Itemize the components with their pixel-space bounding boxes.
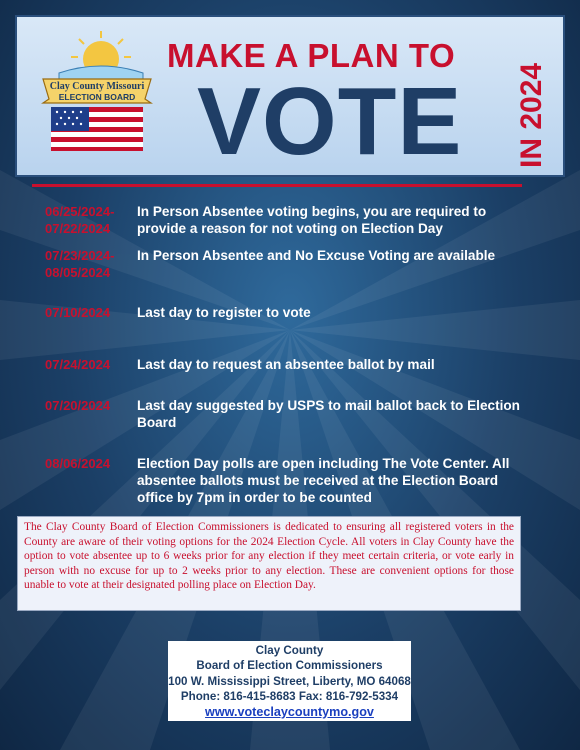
schedule-date: 06/25/2024- 07/22/2024 bbox=[45, 204, 115, 236]
side-year-text: IN 2024 bbox=[515, 62, 548, 168]
schedule-date: 07/20/2024 bbox=[45, 398, 111, 413]
info-paragraph: The Clay County Board of Election Commissioners is dedicated to ensuring all registered voters in the County are aware of their voting options for the 2024 Election Cycle. All voters in Clay County have the option to vote absentee up to 6 weeks prior for any election if they meet certain criteria, or vote early in person with no excuse for up to 2 weeks prior to any election. These are convenient options for those unable to vote at their designated polling place on Election Day. bbox=[17, 516, 521, 611]
schedule-text: Last day to request an absentee ballot by mail bbox=[137, 357, 435, 372]
headline-make-a-plan: MAKE A PLAN TO bbox=[167, 37, 456, 74]
schedule-text: Election Day polls are open including The Vote Center. All absentee ballots must be received at the Election Board office by 7pm in order to be counted bbox=[137, 456, 510, 505]
contact-address: 100 W. Mississippi Street, Liberty, MO 64068 bbox=[168, 674, 411, 688]
schedule-date: 07/24/2024 bbox=[45, 357, 111, 372]
schedule-text: Last day suggested by USPS to mail ballot back to Election Board bbox=[137, 398, 520, 430]
contact-county: Clay County bbox=[255, 644, 324, 657]
logo-text-line1: Clay County Missouri bbox=[49, 81, 145, 92]
schedule-text: In Person Absentee voting begins, you are required to provide a reason for not voting on Election Day bbox=[137, 204, 487, 236]
website-link[interactable]: www.voteclaycountymo.gov bbox=[205, 704, 374, 719]
schedule-date: 07/23/2024- 08/05/2024 bbox=[45, 248, 115, 280]
logo-text-line2: ELECTION BOARD bbox=[58, 92, 136, 102]
side-year-label bbox=[497, 32, 557, 170]
contact-box bbox=[168, 641, 411, 721]
clay-county-election-board-logo bbox=[39, 29, 157, 159]
schedule-date: 07/10/2024 bbox=[45, 305, 111, 320]
schedule-text: Last day to register to vote bbox=[137, 305, 311, 320]
schedule-text: In Person Absentee and No Excuse Voting are available bbox=[137, 248, 496, 263]
contact-phone: Phone: 816-415-8683 Fax: 816-792-5334 bbox=[180, 690, 399, 704]
contact-board: Board of Election Commissioners bbox=[196, 659, 383, 673]
red-divider bbox=[32, 184, 522, 187]
schedule-date: 08/06/2024 bbox=[45, 456, 111, 471]
header-banner bbox=[15, 15, 565, 177]
headline-vote: VOTE bbox=[197, 68, 463, 175]
